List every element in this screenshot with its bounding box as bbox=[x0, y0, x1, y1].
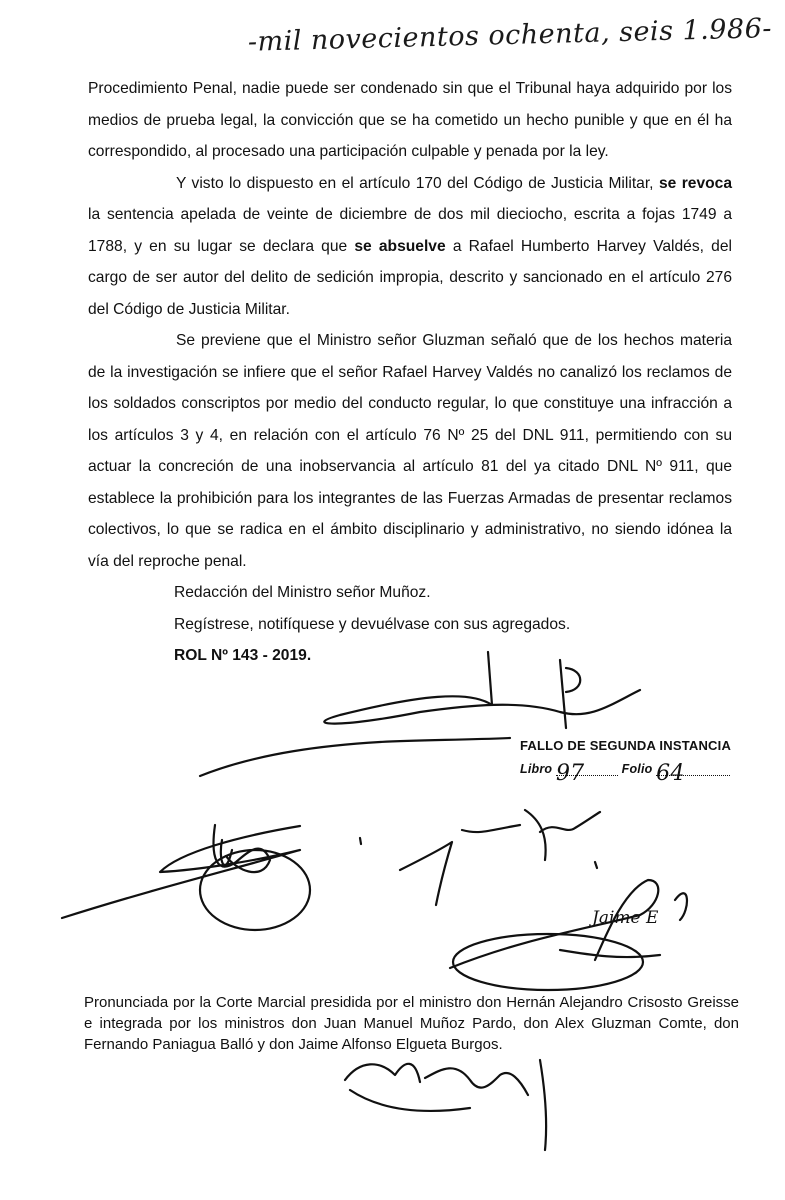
stamp-title: FALLO DE SEGUNDA INSTANCIA bbox=[520, 738, 732, 753]
revoca-emphasis: se revoca bbox=[658, 174, 732, 192]
signature-5-loop bbox=[453, 934, 643, 990]
document-body bbox=[88, 73, 732, 672]
paragraph-registrese: Regístrese, notifíquese y devuélvase con sus agregados. bbox=[174, 615, 571, 633]
paragraph-2-part-e: a Rafael Humberto Harvey Valdés, del cargo de ser autor del delito de sedición impropia, descrito y sancionado en el artículo 276 del Código de Justicia Militar. bbox=[88, 237, 732, 318]
signature-5 bbox=[450, 880, 687, 968]
paragraph-1: Procedimiento Penal, nadie puede ser condenado sin que el Tribunal haya adquirido por los medios de prueba legal, la convicción que se ha cometido un hecho punible y que en él ha correspondido, al procesado una participación culpable y penada por la ley. bbox=[88, 80, 732, 160]
libro-value: 97 bbox=[555, 761, 585, 786]
paragraph-2-part-a: Y visto lo dispuesto en el artículo 170 del Código de Justicia Militar, bbox=[176, 174, 659, 192]
rol-number: ROL Nº 143 - 2019. bbox=[174, 647, 312, 664]
signature-4 bbox=[360, 810, 600, 905]
pronouncement-footer: Pronunciada por la Corte Marcial presidida por el ministro don Hernán Alejandro Crisosto Greisse e integrada por los ministros don Juan Manuel Muñoz Pardo, don Alex Gluzman Comte, don Fernando Paniagua Balló y don Jaime Alfonso Elgueta Burgos. bbox=[84, 994, 739, 1053]
case-stamp bbox=[520, 738, 750, 786]
signature-3 bbox=[62, 825, 300, 918]
signature-2 bbox=[200, 738, 510, 776]
paragraph-2-part-c: la sentencia apelada de veinte de diciembre de dos mil dieciocho, escrita a fojas 1749 a 1788, y en su lugar se declara que bbox=[88, 206, 732, 255]
handwritten-header: -mil novecientos ochenta, seis 1.986- bbox=[247, 13, 773, 58]
folio-value: 64 bbox=[656, 761, 685, 786]
signature-5-text: Jaime E bbox=[592, 908, 659, 928]
folio-label: Folio bbox=[621, 762, 653, 776]
stamp-book-folio bbox=[520, 761, 750, 786]
signature-6 bbox=[345, 1060, 546, 1150]
paragraph-redaccion: Redacción del Ministro señor Muñoz. bbox=[174, 584, 431, 601]
libro-line bbox=[555, 761, 618, 786]
libro-label: Libro bbox=[520, 762, 553, 776]
paragraph-3: Se previene que el Ministro señor Gluzman señaló que de los hechos materia de la investigación se infiere que el señor Rafael Harvey Valdés no canalizó los reclamos de los soldados conscriptos por medio del conducto regular, lo que constituye una infracción a los artículos 3 y 4, en relación con el artículo 76 Nº 25 del DNL 911, permitiendo con su actuar la concreción de una inobservancia al artículo 81 del ya citado DNL Nº 911, que establece la prohibición para los integrantes de las Fuerzas Armadas de presentar reclamos colectivos, lo que se radica en el ámbito disciplinario y administrativo, no siendo idónea la vía del reproche penal. bbox=[88, 332, 732, 570]
folio-line bbox=[656, 761, 730, 786]
signature-3-loop bbox=[200, 850, 310, 930]
absuelve-emphasis: se absuelve bbox=[354, 237, 446, 255]
paragraph-2 bbox=[88, 168, 732, 326]
